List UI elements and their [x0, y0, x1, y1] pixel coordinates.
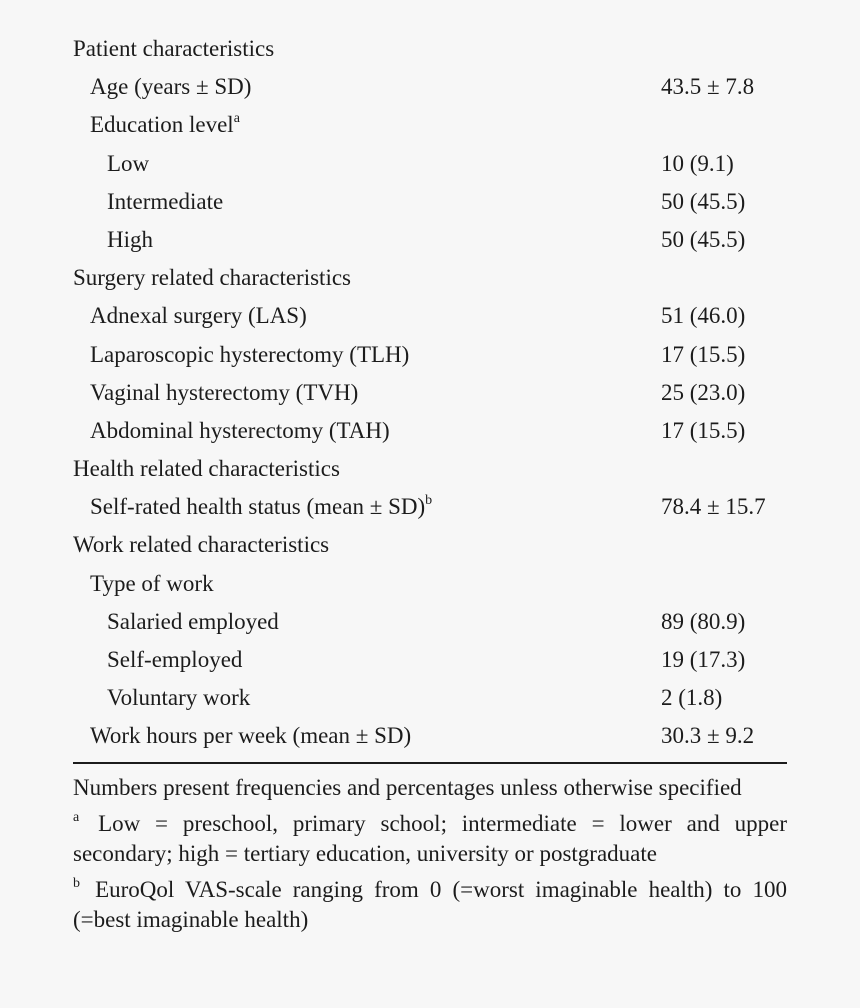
- row-label-text: Self-rated health status (mean ± SD): [90, 494, 426, 520]
- row-label-text: Self-employed: [107, 647, 243, 672]
- row-value: 51 (46.0): [661, 303, 746, 329]
- row-label-text: Work hours per week (mean ± SD): [90, 723, 412, 749]
- row-value: 17 (15.5): [661, 341, 746, 367]
- row-value: 25 (23.0): [661, 379, 746, 405]
- footnote-a-text: Low = preschool, primary school; intermediate = lower and upper secondary; high = tertiary education, university or postgraduate: [73, 811, 788, 866]
- row-value: 78.4 ± 15.7: [661, 494, 766, 520]
- row-label-text: Education level: [90, 112, 234, 138]
- table-row: [73, 374, 787, 412]
- table-row: [73, 106, 787, 144]
- row-value: 50 (45.5): [661, 226, 746, 252]
- row-label-text: Work related characteristics: [73, 532, 330, 558]
- row-value: 43.5 ± 7.8: [661, 74, 755, 100]
- row-label: [90, 297, 307, 335]
- row-label-text: Type of work: [90, 570, 214, 596]
- table-row: [73, 679, 787, 717]
- table-row: [73, 183, 787, 221]
- row-label: [73, 259, 351, 297]
- row-label-text: Health related characteristics: [73, 456, 340, 482]
- row-value: 2 (1.8): [661, 685, 723, 711]
- row-label: [107, 641, 242, 679]
- row-label: [73, 450, 340, 488]
- table-row: [73, 717, 787, 755]
- footnote-b-text: EuroQol VAS-scale ranging from 0 (=worst imaginable health) to 100 (=best imaginable health): [73, 877, 787, 932]
- row-value: 30.3 ± 9.2: [661, 723, 755, 749]
- table-row: [73, 641, 787, 679]
- footnote-a: [73, 809, 787, 868]
- table-row: [73, 565, 787, 603]
- footnote-marker: b: [425, 492, 433, 508]
- row-label: [73, 30, 274, 68]
- row-label-text: Abdominal hysterectomy (TAH): [90, 417, 390, 443]
- row-label-text: Laparoscopic hysterectomy (TLH): [90, 341, 410, 367]
- row-label: [90, 374, 358, 412]
- row-label: [90, 336, 409, 374]
- footnote-b-marker: b: [73, 876, 80, 892]
- row-label: [107, 603, 279, 641]
- row-label-text: Intermediate: [107, 188, 224, 214]
- footnote-marker: a: [233, 110, 240, 126]
- row-label: [90, 68, 251, 106]
- row-label: [90, 488, 432, 526]
- row-label-text: Low: [107, 150, 150, 176]
- footnote-b: [73, 875, 787, 934]
- table-row: [73, 297, 787, 335]
- table-row: [73, 488, 787, 526]
- table-row: [73, 412, 787, 450]
- characteristics-table: [73, 30, 787, 934]
- row-label: [73, 526, 329, 564]
- row-label-text: Age (years ± SD): [90, 74, 252, 100]
- row-label-text: Salaried employed: [107, 608, 279, 634]
- table-row: [73, 603, 787, 641]
- footnote-general: [73, 773, 787, 803]
- row-label-text: Adnexal surgery (LAS): [90, 303, 307, 329]
- footnote-a-marker: a: [73, 810, 80, 826]
- row-value: 19 (17.3): [661, 647, 746, 672]
- row-label: [90, 717, 411, 755]
- row-label-text: Vaginal hysterectomy (TVH): [90, 379, 359, 405]
- row-label: [107, 679, 250, 717]
- row-label-text: High: [107, 226, 153, 252]
- row-label-text: Patient characteristics: [73, 36, 275, 61]
- footnote-general-text: Numbers present frequencies and percentages unless otherwise specified: [73, 774, 742, 800]
- row-value: 50 (45.5): [661, 188, 746, 214]
- section-header-row: [73, 30, 787, 68]
- row-label: [90, 412, 390, 450]
- section-header-row: [73, 450, 787, 488]
- section-header-row: [73, 259, 787, 297]
- row-value: 89 (80.9): [661, 608, 746, 634]
- row-value: 10 (9.1): [661, 150, 734, 176]
- table-row: [73, 68, 787, 106]
- table-body: [73, 30, 787, 756]
- table-bottom-rule: [73, 762, 787, 764]
- row-value: 17 (15.5): [661, 417, 746, 443]
- table-row: [73, 221, 787, 259]
- table-row: [73, 336, 787, 374]
- row-label: [90, 565, 214, 603]
- section-header-row: [73, 526, 787, 564]
- row-label-text: Surgery related characteristics: [73, 265, 351, 291]
- row-label: [90, 106, 240, 144]
- row-label: [107, 183, 223, 221]
- row-label: [107, 221, 153, 259]
- row-label-text: Voluntary work: [107, 685, 251, 711]
- row-label: [107, 145, 149, 183]
- table-row: [73, 145, 787, 183]
